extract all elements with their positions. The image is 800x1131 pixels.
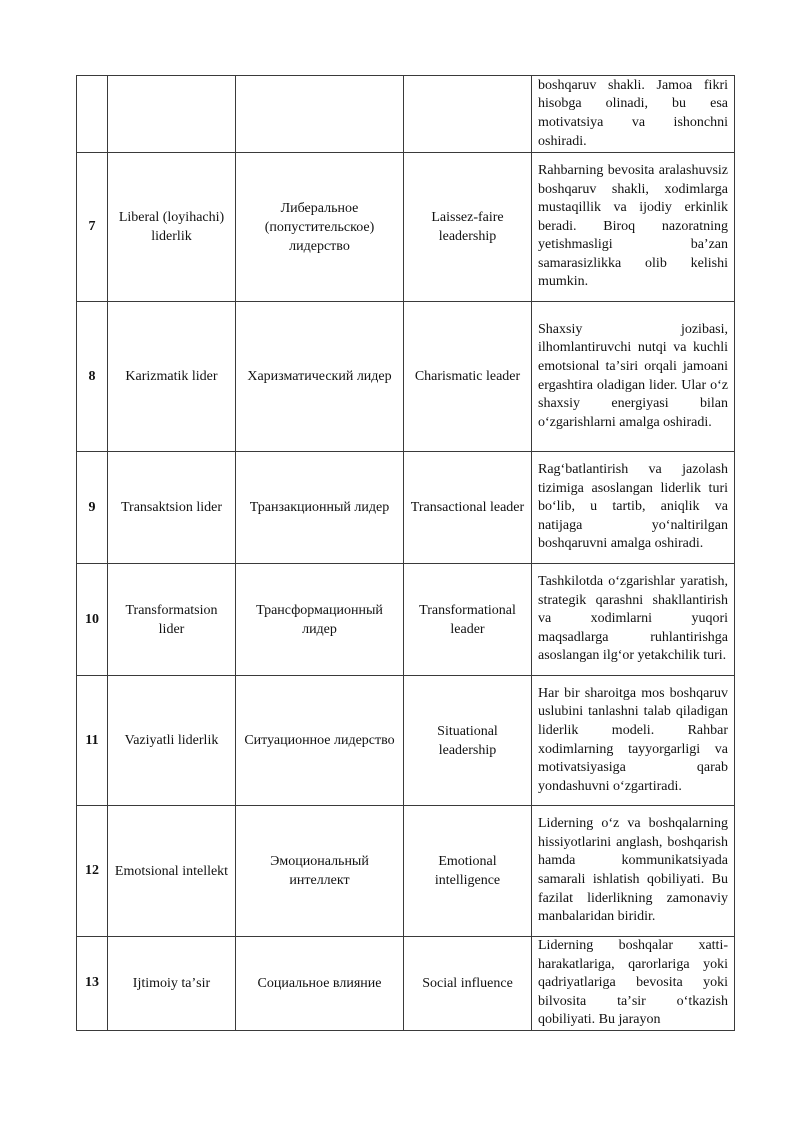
description-cell: boshqaruv shakli. Jamoa fikri hisobga olinadi, bu esa motivatsiya va ishonchni oshiradi. [532, 76, 735, 153]
table-row [77, 302, 735, 452]
term-ru-cell: Транзакционный лидер [236, 452, 404, 564]
description-cell: Shaxsiy jozibasi, ilhomlantiruvchi nutqi va kuchli emotsional taʼsiri orqali jamoani ergashtira oladigan lider. Ular oʻz shaxsiy energiyasi bilan oʻzgarishlarni amalga oshiradi. [532, 302, 735, 452]
description-cell: Rahbarning bevosita aralashuvsiz boshqaruv shakli, xodimlarga mustaqillik va ijodiy erkinlik beradi. Biroq nazoratning yetishmasligi baʼzan samarasizlikka olib kelishi mumkin. [532, 153, 735, 302]
term-ru-cell [236, 76, 404, 153]
row-number-cell: 12 [77, 806, 108, 937]
term-ru-cell: Либеральное (попустительское) лидерство [236, 153, 404, 302]
term-uz-cell: Vaziyatli liderlik [108, 676, 236, 806]
row-number-cell: 11 [77, 676, 108, 806]
table-row [77, 937, 735, 1031]
term-uz-cell: Transformatsion lider [108, 564, 236, 676]
row-number-cell: 7 [77, 153, 108, 302]
term-en-cell: Situational leadership [404, 676, 532, 806]
row-number-cell: 13 [77, 937, 108, 1031]
term-en-cell: Laissez-faire leadership [404, 153, 532, 302]
term-en-cell: Transactional leader [404, 452, 532, 564]
description-cell: Tashkilotda oʻzgarishlar yaratish, strategik qarashni shakllantirish va xodimlarni yuqori maqsadlarga ruhlantirishga asoslangan ilgʻor yetakchilik turi. [532, 564, 735, 676]
term-ru-cell: Ситуационное лидерство [236, 676, 404, 806]
description-cell: Liderning oʻz va boshqalarning hissiyotlarini anglash, boshqarish hamda kommunikatsiyada samarali ishlatish qobiliyati. Bu fazilat liderlikning zamonaviy manbalaridan biridir. [532, 806, 735, 937]
table-row [77, 153, 735, 302]
term-en-cell: Social influence [404, 937, 532, 1031]
term-ru-cell: Трансформационный лидер [236, 564, 404, 676]
glossary-table [76, 75, 735, 1031]
term-en-cell: Emotional intelligence [404, 806, 532, 937]
table-row [77, 452, 735, 564]
term-uz-cell: Karizmatik lider [108, 302, 236, 452]
table-row [77, 676, 735, 806]
term-ru-cell: Эмоциональный интеллект [236, 806, 404, 937]
table-row [77, 806, 735, 937]
row-number-cell: 9 [77, 452, 108, 564]
term-uz-cell: Liberal (loyihachi) liderlik [108, 153, 236, 302]
table-row [77, 564, 735, 676]
row-number-cell: 8 [77, 302, 108, 452]
term-en-cell: Charismatic leader [404, 302, 532, 452]
term-en-cell [404, 76, 532, 153]
description-cell: Har bir sharoitga mos boshqaruv uslubini tanlashni talab qiladigan liderlik modeli. Rahbar xodimlarning tayyorgarligi va motivatsiyasiga qarab yondashuvni oʻzgartiradi. [532, 676, 735, 806]
term-ru-cell: Социальное влияние [236, 937, 404, 1031]
term-en-cell: Transformational leader [404, 564, 532, 676]
table-row-continuation [77, 76, 735, 153]
term-uz-cell [108, 76, 236, 153]
term-uz-cell: Transaktsion lider [108, 452, 236, 564]
term-uz-cell: Emotsional intellekt [108, 806, 236, 937]
row-number-cell: 10 [77, 564, 108, 676]
description-cell: Liderning boshqalar xatti-harakatlariga, qarorlariga yoki qadriyatlariga bevosita yoki bilvosita taʼsir oʻtkazish qobiliyati. Bu jarayon [532, 937, 735, 1031]
term-ru-cell: Харизматический лидер [236, 302, 404, 452]
row-number-cell [77, 76, 108, 153]
description-cell: Ragʻbatlantirish va jazolash tizimiga asoslangan liderlik turi boʻlib, u tartib, aniqlik va natijaga yoʻnaltirilgan boshqaruvni amalga oshiradi. [532, 452, 735, 564]
term-uz-cell: Ijtimoiy taʼsir [108, 937, 236, 1031]
